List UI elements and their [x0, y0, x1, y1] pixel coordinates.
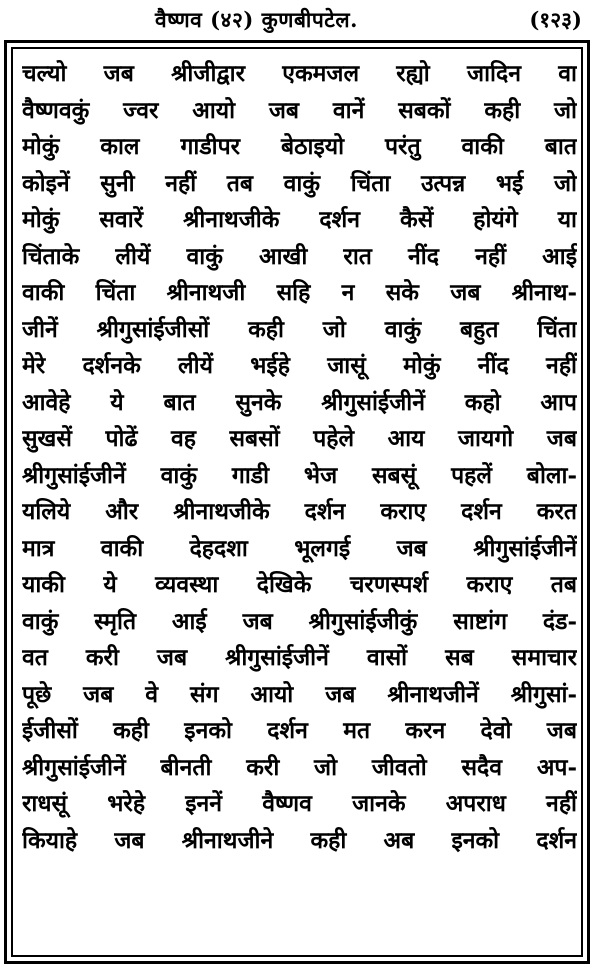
text-line-14: मात्र वाकी देहदशा भूलगई जब श्रीगुसांईजीनें — [22, 534, 577, 562]
text-line-9: मेरे दर्शनके लीयें भईहे जासूं मोकुं नींद नहीं — [22, 352, 577, 379]
text-line-5: मोकुं सवारें श्रीनाथजीके दर्शन कैसें होयंगे या — [22, 206, 577, 233]
text-line-15: याकी ये व्यवस्था देखिके चरणस्पर्श कराए तब — [22, 571, 577, 598]
text-line-3: मोकुं काल गाडीपर बेठाइयो परंतु वाकी बात — [22, 133, 577, 160]
text-line-8: जीनें श्रीगुसांईजीसों कही जो वाकुं बहुत चिंता — [22, 315, 577, 343]
text-line-11: सुखसें पोढें वह सबसों पहेले आय जायगो जब — [22, 425, 577, 452]
running-head — [0, 6, 600, 36]
text-line-13: यलिये और श्रीनाथजीके दर्शन कराए दर्शन करत — [22, 498, 577, 525]
text-line-21: राधसूं भरेहे इननें वैष्णव जानके अपराध नहीं — [22, 790, 577, 817]
text-line-2: वैष्णवकुं ज्वर आयो जब वानें सबकों कही जो — [22, 96, 577, 124]
text-line-20: श्रीगुसांईजीनें बीनती करी जो जीवतो सदैव अप- — [22, 753, 577, 781]
text-line-6: चिंताके लीयें वाकुं आखी रात नींद नहीं आई — [22, 242, 577, 270]
text-line-22: कियाहे जब श्रीनाथजीने कही अब इनको दर्शन — [22, 826, 577, 854]
text-line-10: आवेहे ये बात सुनके श्रीगुसांईजीनें कहो आप — [22, 388, 577, 416]
text-line-17: वत करी जब श्रीगुसांईजीनें वासों सब समाचार — [22, 644, 577, 671]
text-line-12: श्रीगुसांईजीनें वाकुं गाडी भेज सबसूं पहलें बोला- — [22, 461, 577, 489]
page-number: (१२३) — [529, 7, 582, 32]
page-header-title: वैष्णव (४२) कुणबीपटेल. — [155, 7, 358, 32]
text-line-7: वाकी चिंता श्रीनाथजी सहि न सके जब श्रीनाथ- — [22, 279, 577, 306]
text-line-19: ईजीसों कही इनको दर्शन मत करन देवो जब — [22, 717, 577, 744]
text-line-4: कोइनें सुनी नहीं तब वाकुं चिंता उत्पन्न भई जो — [22, 169, 577, 197]
body-text — [22, 56, 577, 859]
text-line-18: पूछे जब वे संग आयो जब श्रीनाथजीनें श्रीगुसां- — [22, 680, 577, 708]
text-line-1: चल्यो जब श्रीजीद्वार एकमजल रह्यो जादिन वा — [22, 60, 577, 87]
text-line-16: वाकुं स्मृति आई जब श्रीगुसांईजीकुं साष्टांग दंड- — [22, 607, 577, 635]
